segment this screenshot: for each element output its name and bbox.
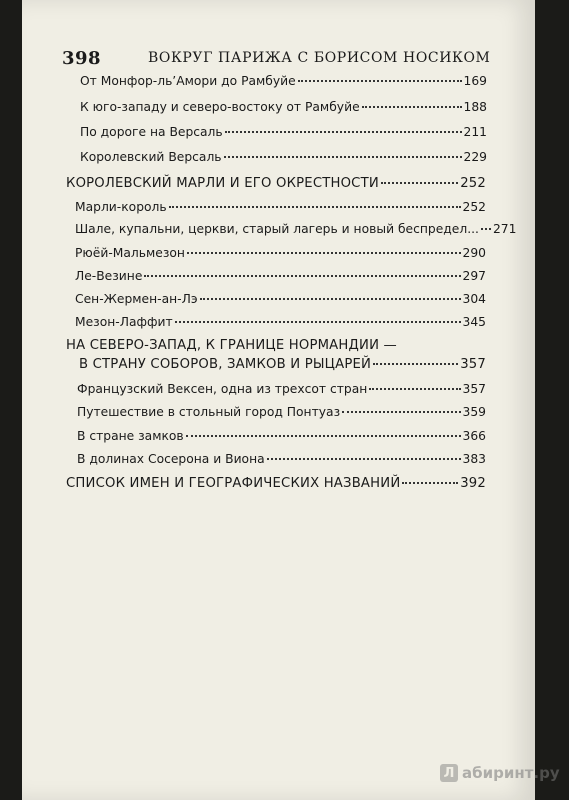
toc-entry	[77, 382, 486, 396]
toc-entry-title: По дороге на Версаль	[80, 125, 223, 139]
toc-entry	[80, 125, 487, 139]
toc-entry-page: 229	[463, 150, 487, 164]
toc-entry-page: 211	[463, 125, 487, 139]
toc-entry	[75, 222, 517, 236]
toc-leader-dots	[381, 182, 458, 184]
toc-entry-title: Сен-Жермен-ан-Лэ	[75, 292, 198, 306]
toc-entry	[75, 200, 486, 214]
toc-section-heading-line1	[66, 338, 486, 353]
toc-leader-dots	[144, 275, 460, 277]
toc-entry-page: 297	[462, 269, 486, 283]
toc-entry-title: Путешествие в стольный город Понтуаз	[77, 405, 341, 419]
toc-entry-page: 357	[462, 382, 486, 396]
toc-entry-page: 345	[462, 315, 486, 329]
toc-entry-page: 271	[492, 222, 517, 236]
watermark-text: абиринт.ру	[462, 764, 560, 782]
toc-entry-page: 188	[463, 100, 487, 114]
toc-entry-title: Королевский Версаль	[80, 150, 222, 164]
toc-entry	[75, 246, 486, 260]
toc-entry-page: 383	[462, 452, 486, 466]
toc-entry-title: Мезон-Лаффит	[75, 315, 173, 329]
toc-section-heading	[79, 357, 486, 372]
toc-entry-title: К юго-западу и северо-востоку от Рамбуйе	[80, 100, 360, 114]
book-page	[22, 0, 560, 800]
toc-section-heading	[66, 176, 486, 191]
toc-leader-dots	[224, 156, 462, 158]
toc-leader-dots	[362, 106, 462, 108]
toc-leader-dots	[481, 228, 491, 230]
page-number: 398	[62, 48, 102, 69]
toc-entry-page: 252	[460, 176, 486, 191]
page-header	[52, 46, 522, 74]
toc-leader-dots	[200, 298, 461, 300]
toc-leader-dots	[373, 363, 458, 365]
toc-entry-page: 252	[462, 200, 486, 214]
toc-entry-title: Марли-король	[75, 200, 167, 214]
toc-leader-dots	[175, 321, 461, 323]
toc-entry	[75, 269, 486, 283]
show-through-texture	[62, 420, 512, 750]
toc-entry-page: 290	[462, 246, 486, 260]
toc-entry-title: Рюёй-Мальмезон	[75, 246, 185, 260]
toc-entry-title: В стране замков	[77, 429, 184, 443]
toc-entry-title: Французский Вексен, одна из трехсот стран	[77, 382, 368, 396]
toc-entry	[75, 315, 486, 329]
toc-entry-title: В СТРАНУ СОБОРОВ, ЗАМКОВ И РЫЦАРЕЙ	[79, 357, 372, 372]
toc-entry	[75, 292, 486, 306]
toc-entry-title: Ле-Везине	[75, 269, 143, 283]
toc-entry-title: Шале, купальни, церкви, старый лагерь и новый беспредел...	[75, 222, 479, 236]
toc-entry	[77, 405, 486, 419]
toc-entry-title: КОРОЛЕВСКИЙ МАРЛИ И ЕГО ОКРЕСТНОСТИ	[66, 176, 379, 191]
running-title: ВОКРУГ ПАРИЖА С БОРИСОМ НОСИКОМ	[148, 50, 491, 66]
toc-entry-title: СПИСОК ИМЕН И ГЕОГРАФИЧЕСКИХ НАЗВАНИЙ	[66, 476, 401, 491]
toc-entry-title: НА СЕВЕРО-ЗАПАД, К ГРАНИЦЕ НОРМАНДИИ —	[66, 338, 397, 353]
labirint-logo-icon: Л	[440, 764, 458, 782]
toc-leader-dots	[342, 411, 460, 413]
toc-entry-title: В долинах Сосерона и Виона	[77, 452, 265, 466]
labirint-watermark	[440, 764, 560, 782]
toc-entry	[80, 74, 487, 88]
toc-leader-dots	[369, 388, 460, 390]
toc-entry-page: 169	[463, 74, 487, 88]
toc-entry-page: 304	[462, 292, 486, 306]
toc-leader-dots	[225, 131, 462, 133]
toc-leader-dots	[187, 252, 461, 254]
toc-entry	[80, 150, 487, 164]
toc-entry-page: 357	[460, 357, 486, 372]
toc-entry-title: От Монфор-ль’Амори до Рамбуйе	[80, 74, 296, 88]
toc-entry-page: 359	[462, 405, 486, 419]
toc-leader-dots	[298, 80, 462, 82]
toc-leader-dots	[169, 206, 461, 208]
toc-entry-page: 392	[460, 476, 486, 491]
toc-entry-page: 366	[462, 429, 486, 443]
toc-entry	[80, 100, 487, 114]
